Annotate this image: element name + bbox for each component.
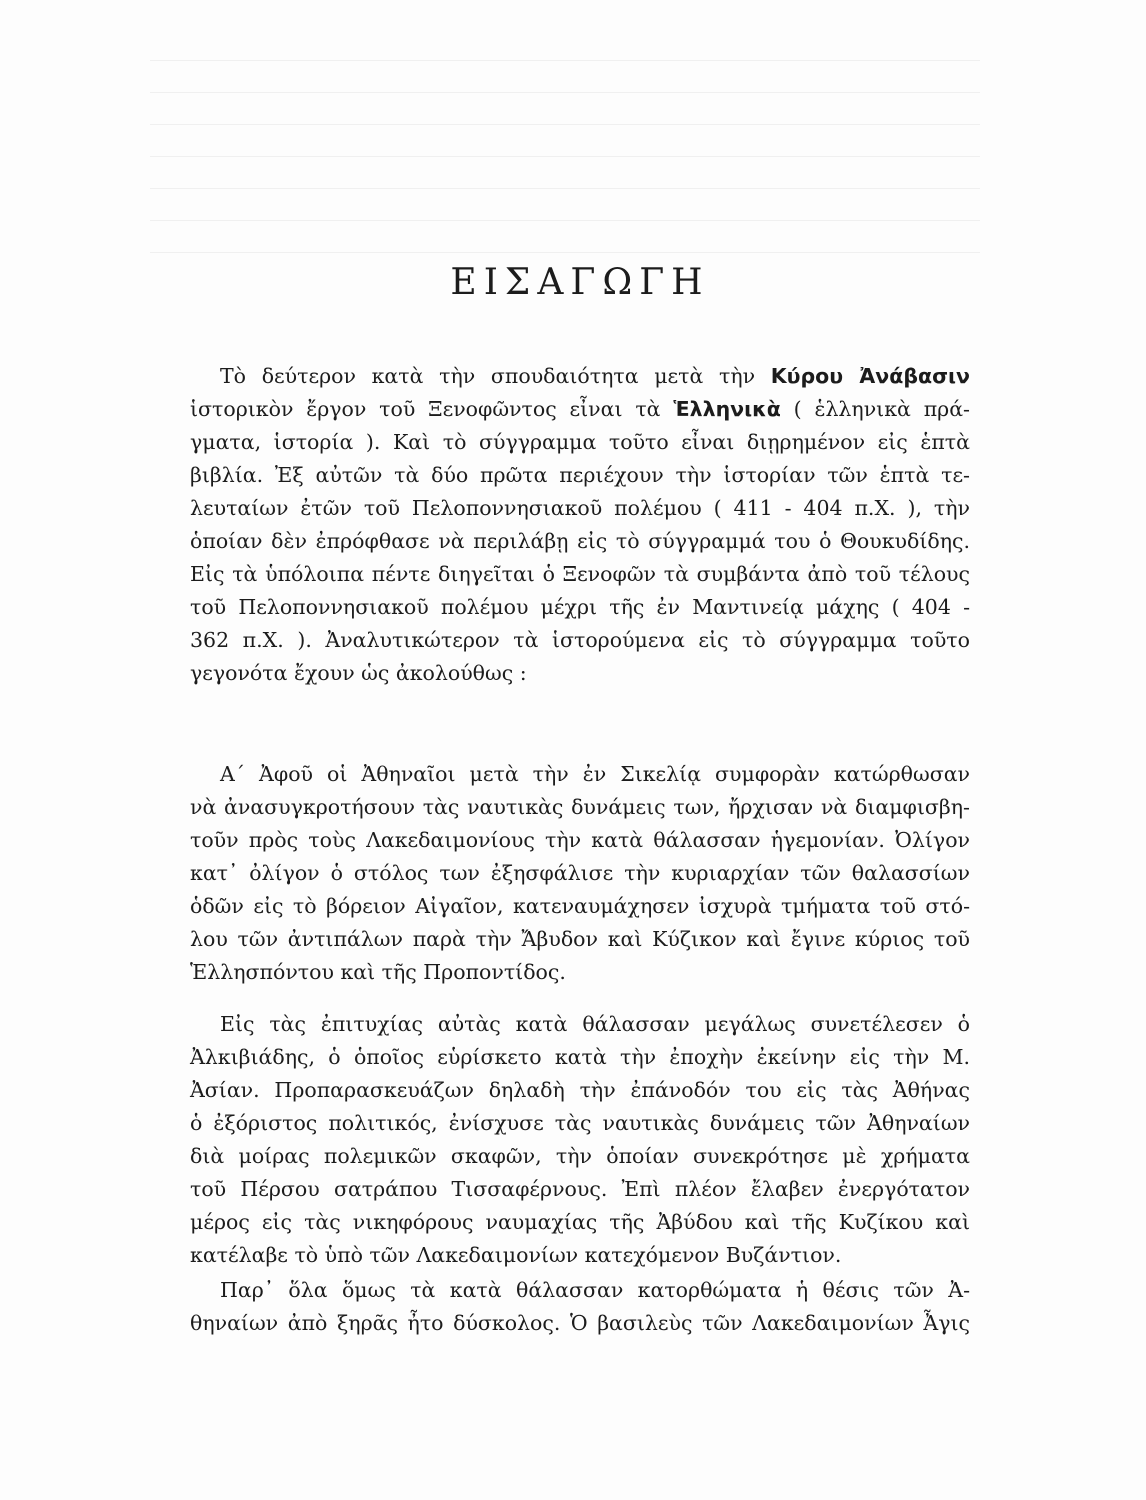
text-line: γεγονότα ἔχουν ὡς ἀκολούθως : bbox=[190, 661, 527, 685]
show-through-shadow bbox=[150, 60, 980, 280]
text-run: ἱστορικὸν ἔργον τοῦ Ξενοφῶντος εἶναι τὰ bbox=[190, 397, 674, 421]
text-line: Εἰς τὰς ἐπιτυχίας αὐτὰς κατὰ θάλασσαν μεγάλως συνετέλεσεν ὁ bbox=[220, 1012, 970, 1036]
text-line: Α΄ Ἀφοῦ οἱ Ἀθηναῖοι μετὰ τὴν ἐν Σικελίᾳ συμφορὰν κατώρθωσαν bbox=[220, 762, 970, 786]
text-line: θηναίων ἀπὸ ξηρᾶς ἦτο δύσκολος. Ὁ βασιλεὺς τῶν Λακεδαιμονίων Ἆγις bbox=[190, 1311, 970, 1335]
text-line: τοῦν πρὸς τοὺς Λακεδαιμονίους τὴν κατὰ θάλασσαν ἡγεμονίαν. Ὀλίγον bbox=[190, 828, 970, 852]
text-line: ὁποίαν δὲν ἐπρόφθασε νὰ περιλάβῃ εἰς τὸ σύγγραμμά του ὁ Θουκυδίδης. bbox=[190, 529, 970, 553]
text-line: τοῦ Πελοποννησιακοῦ πολέμου μέχρι τῆς ἐν Μαντινείᾳ μάχης ( 404 - bbox=[190, 595, 970, 619]
text-line: 362 π.Χ. ). Ἀναλυτικώτερον τὰ ἱστορούμενα εἰς τὸ σύγγραμμα τοῦτο bbox=[190, 628, 970, 652]
paragraph-alcibiades bbox=[190, 1008, 970, 1272]
text-line: λευταίων ἐτῶν τοῦ Πελοποννησιακοῦ πολέμου ( 411 - 404 π.Χ. ), τὴν bbox=[190, 496, 970, 520]
text-line: Εἰς τὰ ὑπόλοιπα πέντε διηγεῖται ὁ Ξενοφῶν τὰ συμβάντα ἀπὸ τοῦ τέλους bbox=[190, 562, 970, 586]
text-line: τοῦ Πέρσου σατράπου Τισσαφέρνους. Ἐπὶ πλέον ἔλαβεν ἐνεργότατον bbox=[190, 1177, 970, 1201]
text-run: Τὸ δεύτερον κατὰ τὴν σπουδαιότητα μετὰ τὴν bbox=[220, 364, 771, 388]
text-line: Ἑλλησπόντου καὶ τῆς Προποντίδος. bbox=[190, 960, 566, 984]
text-line: Παρ᾽ ὅλα ὅμως τὰ κατὰ θάλασσαν κατορθώματα ἡ θέσις τῶν Ἀ- bbox=[220, 1278, 970, 1302]
text-run: ( ἑλληνικὰ πρά- bbox=[780, 397, 970, 421]
paragraph-section-a bbox=[190, 758, 970, 989]
text-line: μέρος εἰς τὰς νικηφόρους ναυμαχίας τῆς Ἀβύδου καὶ τῆς Κυζίκου καὶ bbox=[190, 1210, 970, 1234]
bold-term-hellenika: Ἑλληνικὰ bbox=[673, 397, 781, 421]
paragraph-land-situation bbox=[190, 1274, 970, 1340]
text-line: ὁ ἐξόριστος πολιτικός, ἐνίσχυσε τὰς ναυτικὰς δυνάμεις τῶν Ἀθηναίων bbox=[190, 1111, 970, 1135]
text-line: κατέλαβε τὸ ὑπὸ τῶν Λακεδαιμονίων κατεχόμενον Βυζάντιον. bbox=[190, 1243, 842, 1267]
text-line: βιβλία. Ἐξ αὐτῶν τὰ δύο πρῶτα περιέχουν τὴν ἱστορίαν τῶν ἑπτὰ τε- bbox=[190, 463, 970, 487]
text-line: γματα, ἱστορία ). Καὶ τὸ σύγγραμμα τοῦτο εἶναι διῃρημένον εἰς ἑπτὰ bbox=[190, 430, 970, 454]
text-line bbox=[190, 393, 970, 426]
bold-term-anabasis: Κύρου Ἀνάβασιν bbox=[770, 364, 970, 388]
text-line: Ἀλκιβιάδης, ὁ ὁποῖος εὑρίσκετο κατὰ τὴν ἐποχὴν ἐκείνην εἰς τὴν Μ. bbox=[190, 1045, 970, 1069]
text-line: ὁδῶν εἰς τὸ βόρειον Αἰγαῖον, κατεναυμάχησεν ἰσχυρὰ τμήματα τοῦ στό- bbox=[190, 894, 970, 918]
text-line: διὰ μοίρας πολεμικῶν σκαφῶν, τὴν ὁποίαν συνεκρότησε μὲ χρήματα bbox=[190, 1144, 970, 1168]
paragraph-intro bbox=[190, 360, 970, 690]
page-title: ΕΙΣΑΓΩΓΗ bbox=[450, 262, 710, 303]
text-line: λου τῶν ἀντιπάλων παρὰ τὴν Ἄβυδον καὶ Κύζικον καὶ ἔγινε κύριος τοῦ bbox=[190, 927, 970, 951]
text-line: Ἀσίαν. Προπαρασκευάζων δηλαδὴ τὴν ἐπάνοδόν του εἰς τὰς Ἀθήνας bbox=[190, 1078, 970, 1102]
text-line bbox=[190, 360, 970, 393]
text-line: νὰ ἀνασυγκροτήσουν τὰς ναυτικὰς δυνάμεις των, ἤρχισαν νὰ διαμφισβη- bbox=[190, 795, 970, 819]
text-line: κατ᾽ ὀλίγον ὁ στόλος των ἐξησφάλισε τὴν κυριαρχίαν τῶν θαλασσίων bbox=[190, 861, 970, 885]
